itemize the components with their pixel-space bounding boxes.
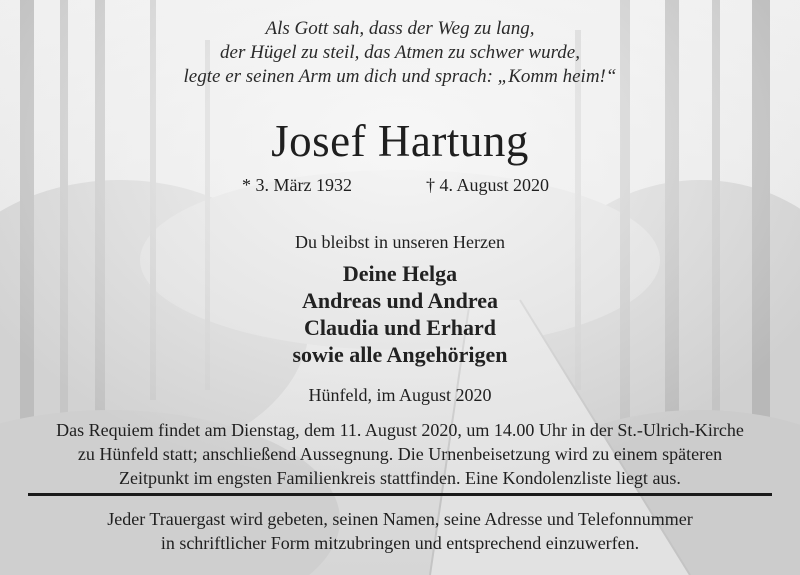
mourner-line-3: Claudia und Erhard <box>304 315 496 340</box>
service-line-1: Das Requiem findet am Dienstag, dem 11. August 2020, um 14.00 Uhr in der St.-Ulrich-Kirche <box>56 420 744 440</box>
footer-line-2: in schriftlicher Form mitzubringen und entsprechend einzuwerfen. <box>160 533 640 553</box>
service-line-3: Zeitpunkt im engsten Familienkreis stattfinden. Eine Kondolenzliste liegt aus. <box>119 468 681 488</box>
place-and-date: Hünfeld, im August 2020 <box>308 385 492 405</box>
birth-date: * 3. März 1932 <box>242 175 352 195</box>
mourner-line-4: sowie alle Angehörigen <box>292 342 508 367</box>
poem-line-2: der Hügel zu steil, das Atmen zu schwer wurde, <box>220 42 580 63</box>
mourner-line-2: Andreas und Andrea <box>301 288 499 313</box>
poem-line-1: Als Gott sah, dass der Weg zu lang, <box>265 18 535 39</box>
service-line-2: zu Hünfeld statt; anschließend Aussegnung. Die Urnenbeisetzung wird zu einem späteren <box>77 444 723 464</box>
remembrance-line: Du bleibst in unseren Herzen <box>295 232 505 252</box>
divider-rule <box>28 493 772 496</box>
deceased-name: Josef Hartung <box>271 116 529 166</box>
death-date: † 4. August 2020 <box>426 175 550 195</box>
poem-line-3: legte er seinen Arm um dich und sprach: „Komm heim!“ <box>183 66 617 87</box>
footer-line-1: Jeder Trauergast wird gebeten, seinen Namen, seine Adresse und Telefonnummer <box>107 509 693 529</box>
mourner-line-1: Deine Helga <box>342 261 458 286</box>
